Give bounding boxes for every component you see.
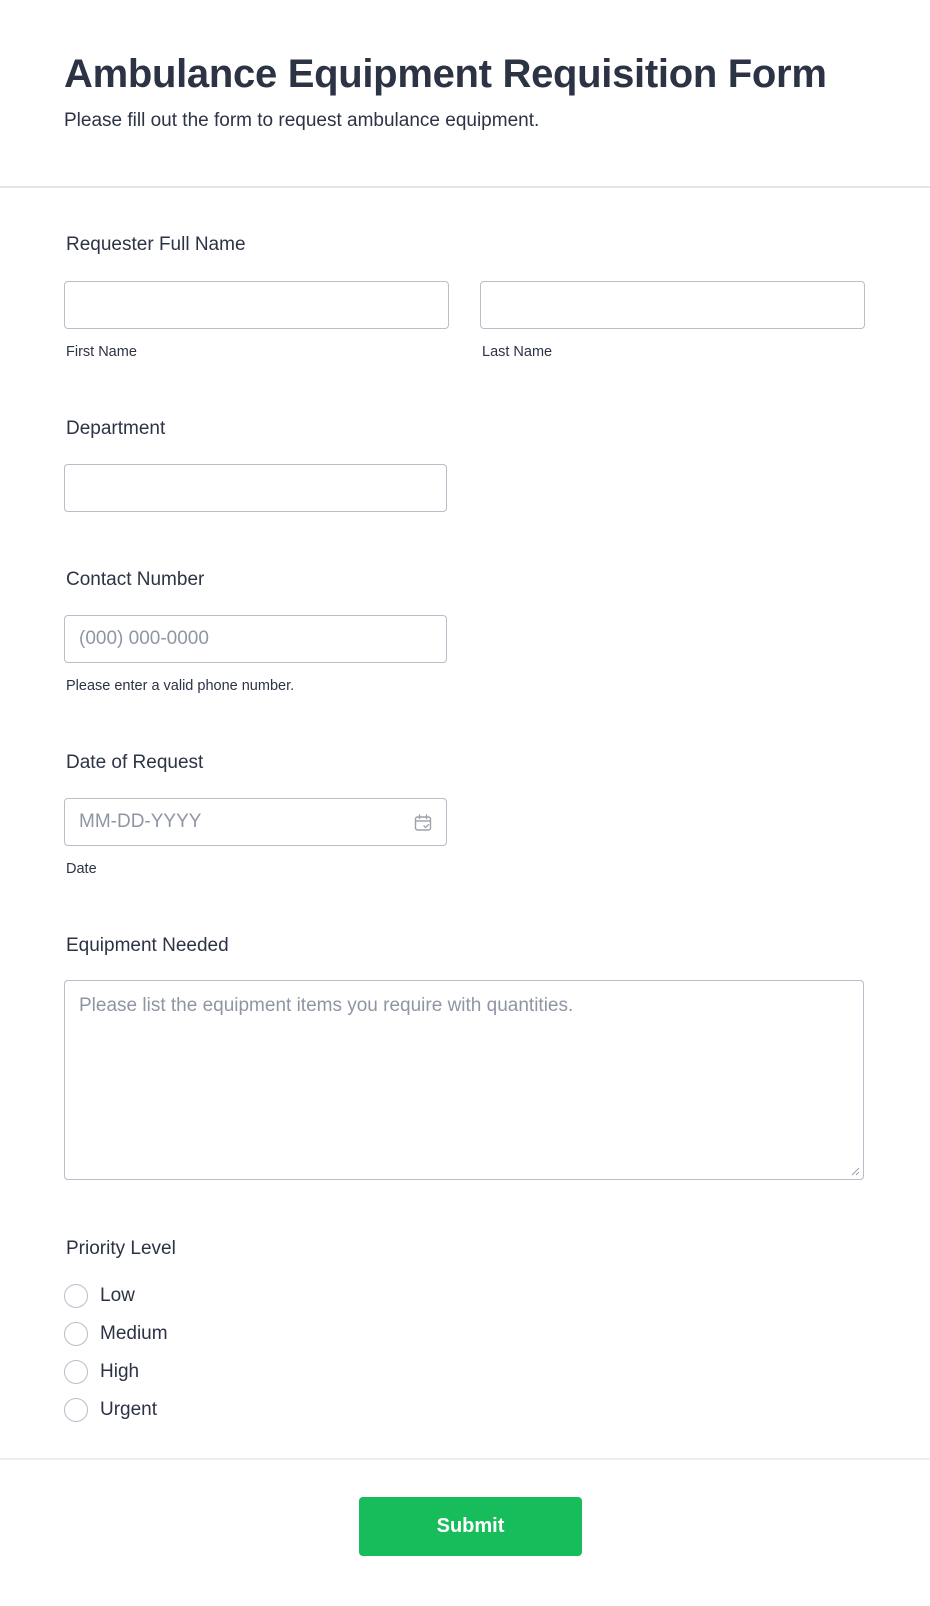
last-name-input[interactable] [480, 281, 865, 329]
priority-option-label: Urgent [100, 1399, 158, 1420]
priority-option-medium[interactable] [64, 1321, 168, 1347]
priority-option-high[interactable] [64, 1359, 139, 1385]
department-input[interactable] [64, 464, 447, 512]
radio-circle-icon[interactable] [64, 1360, 88, 1384]
radio-circle-icon[interactable] [64, 1284, 88, 1308]
equipment-needed-label: Equipment Needed [66, 935, 229, 956]
radio-circle-icon[interactable] [64, 1322, 88, 1346]
form-subtitle: Please fill out the form to request ambulance equipment. [64, 110, 540, 131]
department-label: Department [66, 418, 166, 439]
priority-option-urgent[interactable] [64, 1397, 157, 1423]
calendar-icon[interactable] [413, 813, 433, 833]
priority-option-label: Medium [100, 1323, 168, 1344]
footer-divider [0, 1458, 930, 1460]
first-name-sublabel: First Name [66, 344, 137, 360]
contact-number-sublabel: Please enter a valid phone number. [66, 678, 295, 694]
priority-level-label: Priority Level [66, 1238, 176, 1259]
date-of-request-label: Date of Request [66, 752, 204, 773]
priority-option-label: High [100, 1361, 140, 1382]
form-title: Ambulance Equipment Requisition Form [64, 52, 827, 96]
date-of-request-input[interactable] [64, 798, 447, 846]
priority-option-low[interactable] [64, 1283, 135, 1309]
contact-number-input[interactable] [64, 615, 447, 663]
contact-number-label: Contact Number [66, 569, 205, 590]
submit-button[interactable]: Submit [359, 1497, 582, 1556]
equipment-needed-textarea[interactable] [64, 980, 864, 1180]
priority-option-label: Low [100, 1285, 135, 1306]
first-name-input[interactable] [64, 281, 449, 329]
date-sublabel: Date [66, 861, 97, 877]
last-name-sublabel: Last Name [482, 344, 553, 360]
requester-name-label: Requester Full Name [66, 234, 246, 255]
form-header [0, 0, 930, 188]
resize-handle-icon[interactable] [850, 1166, 860, 1176]
radio-circle-icon[interactable] [64, 1398, 88, 1422]
